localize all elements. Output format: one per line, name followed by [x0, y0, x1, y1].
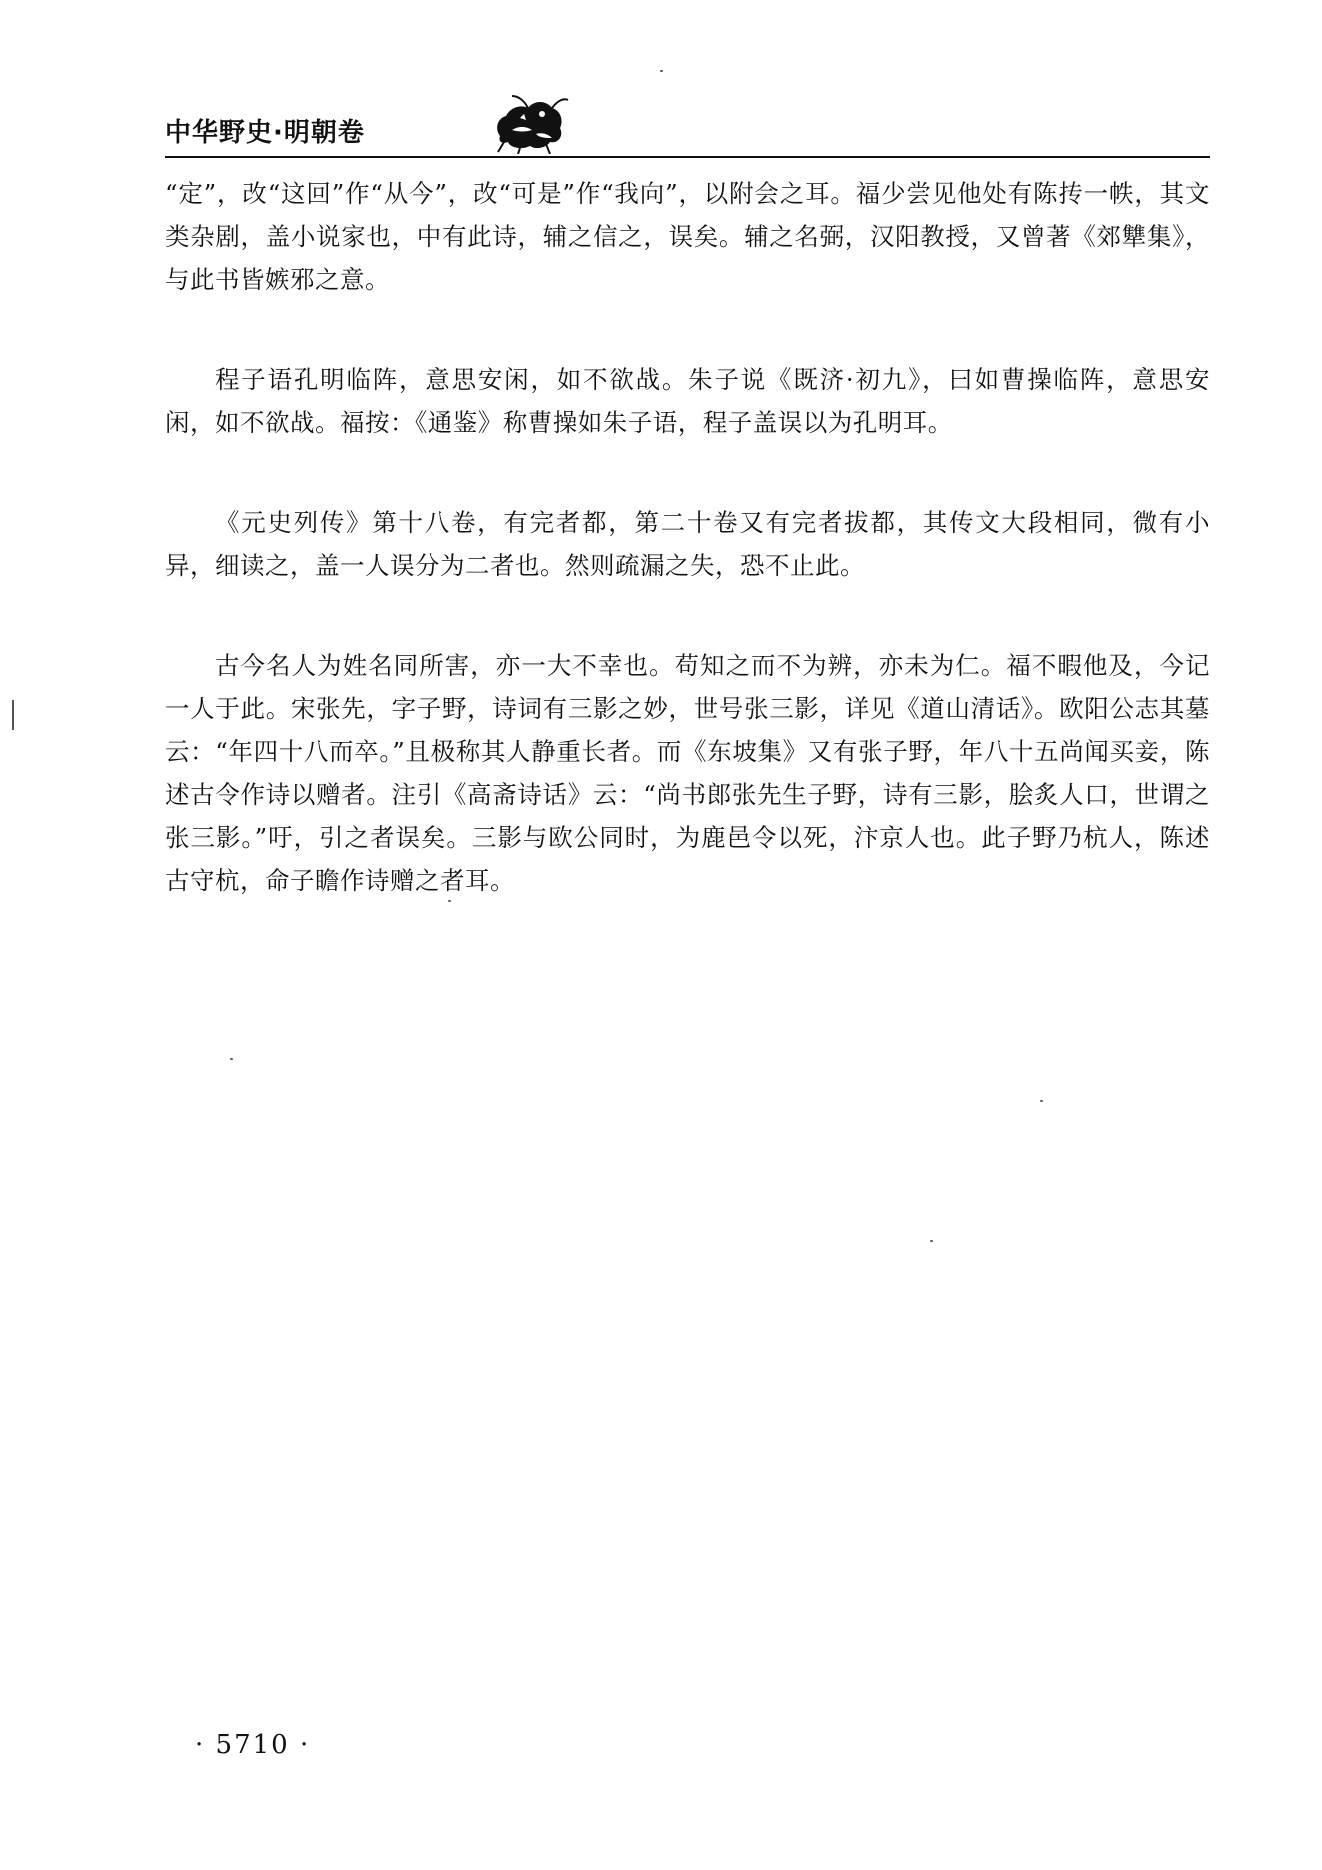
page-header — [165, 92, 1210, 160]
scan-speck — [930, 1240, 933, 1242]
paragraph: 程子语孔明临阵，意思安闲，如不欲战。朱子说《既济·初九》，曰如曹操临阵，意思安闲，如不欲战。福按：《通鉴》称曹操如朱子语，程子盖误以为孔明耳。 — [165, 365, 1210, 437]
scan-speck — [660, 70, 663, 72]
page-number: · 5710 · — [195, 1730, 311, 1760]
scan-speck — [448, 900, 451, 902]
body-text — [165, 172, 1210, 902]
paragraph: 古今名人为姓名同所害，亦一大不幸也。苟知之而不为辨，亦未为仁。福不暇他及，今记一人于此。宋张先，字子野，诗词有三影之妙，世号张三影，详见《道山清话》。欧阳公志其墓云：“年四十八而卒。”且极称其人静重长者。而《东坡集》又有张子野，年八十五尚闻买妾，陈述古令作诗以赠者。注引《高斋诗话》云：“尚书郎张先生子野，诗有三影，脍炙人口，世谓之张三影。”吁，引之者误矣。三影与欧公同时，为鹿邑令以死，汴京人也。此子野乃杭人，陈述古守杭，命子瞻作诗赠之者耳。 — [165, 651, 1210, 895]
paragraph: “定”，改“这回”作“从今”，改“可是”作“我向”，以附会之耳。福少尝见他处有陈抟一帙，其文类杂剧，盖小说家也，中有此诗，辅之信之，误矣。辅之名弼，汉阳教授，又曾著《郊犨集》，与此书皆嫉邪之意。 — [165, 179, 1210, 294]
scan-speck — [1040, 1100, 1043, 1102]
book-title: 中华野史·明朝卷 — [165, 118, 365, 148]
scan-speck — [12, 700, 14, 730]
dragon-emblem-icon — [490, 92, 570, 154]
header-rule — [165, 156, 1210, 158]
paragraph: 《元史列传》第十八卷，有完者都，第二十卷又有完者拔都，其传文大段相同，微有小异，细读之，盖一人误分为二者也。然则疏漏之失，恐不止此。 — [165, 508, 1210, 580]
scan-speck — [230, 1058, 233, 1060]
